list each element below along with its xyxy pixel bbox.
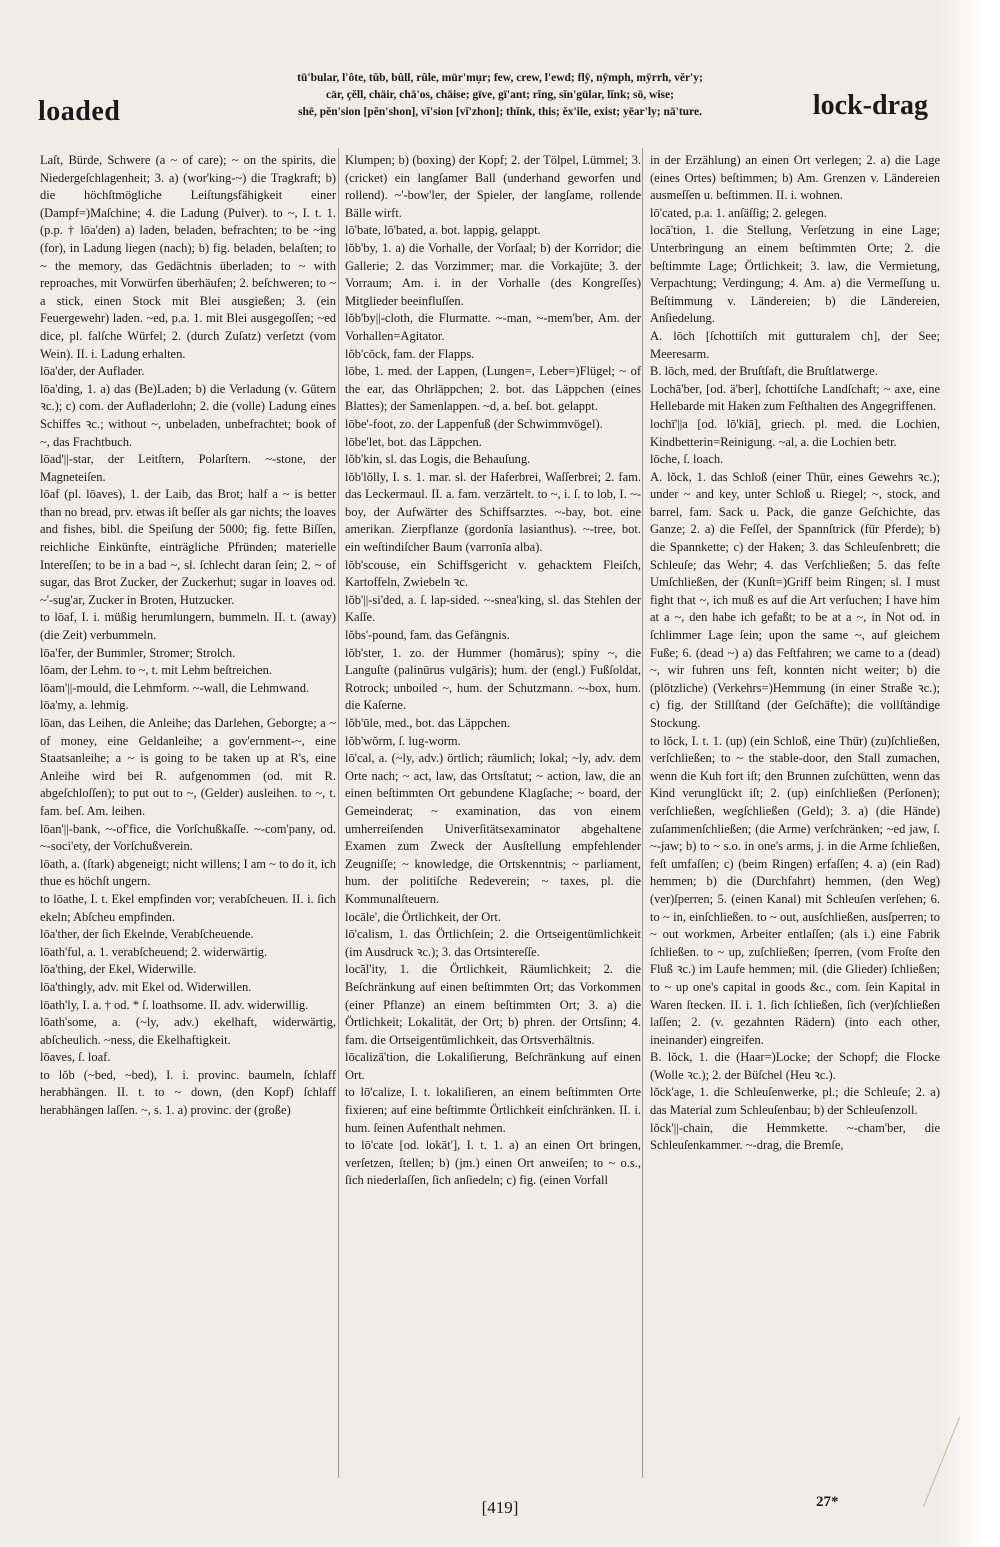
dictionary-entry: lōa'my, a. lehmig. [40,698,129,713]
dictionary-entry: lŏb'cŏck, fam. der Flapps. [345,346,475,361]
dictionary-entry: lōa'ther, der ſich Ekelnde, Verabſcheuende. [40,927,254,942]
dictionary-entry: lōad'||-star, der Leitſtern, Polarſtern. ~-stone, der Magneteiſen. [40,452,336,484]
dictionary-entry: lōath, a. (ſtark) abgeneigt; nicht willens; I am ~ to do it, ich thue es höchſt ungern. [40,856,336,889]
dictionary-entry: lōan, das Leihen, die Anleihe; das Darlehen, Geborgte; a ~ of money, eine Geldanleihe; a gov'ernment-~, eine Staatsanleihe; a ~ is going to be taken up at R's, eine Anleihe wird bei R. aufgenommen (od. mit R. abgeſchloſſen); to put out to ~, (Gelder) ausleihen. to ~, t. fam. beſ. Am. leihen. [40,716,336,818]
dictionary-entry: lōa'ding, 1. a) das (Be)Laden; b) die Verladung (v. Gütern ꝛc.); c) com. der Aufladerlohn; 2. die (volle) Ladung eines Schiffes ꝛc.; without ~, unbeladen, unbefrachtet; book of ~, das Frachtbuch. [40,381,336,449]
dictionary-entry: B. lōch, med. der Bruſtſaft, die Bruſtlatwerge. [650,364,878,379]
dictionary-entry: lōa'thing, der Ekel, Widerwille. [40,962,197,977]
column-left [40,152,336,1120]
dictionary-entry: Klumpen; b) (boxing) der Kopf; 2. der Tölpel, Lümmel; 3. (cricket) ein langſamer Ball (underhand geworfen und rollend). ~'-bow'ler, der Spieler, der langſame, rollende Bälle wirft. [345,153,641,220]
dictionary-entry: lō'calism, 1. das Örtlichſein; 2. die Ortseigentümlichkeit (im Ausdruck ꝛc.); 3. das Ortsintereſſe. [345,927,641,959]
dictionary-entry: lōam, der Lehm. to ~, t. mit Lehm beſtreichen. [40,663,273,678]
dictionary-entry: lōath'some, a. (~ly, adv.) ekelhaft, widerwärtig, abſcheulich. ~ness, die Ekelhaftigkeit. [40,1015,336,1047]
dictionary-entry: Lochā'ber, [od. ä'ber], ſchottiſche Landſchaft; ~ axe, eine Hellebarde mit Haken zum Feſthalten des Angegriffenen. [650,381,940,414]
dictionary-entry: lōbe'let, bot. das Läppchen. [345,434,482,449]
page-number: [419] [481,1498,519,1517]
dictionary-entry: lōaf (pl. lōaves), 1. der Laib, das Brot; half a ~ is better than no bread, prv. etwas iſt beſſer als gar nichts; the loaves and fishes, bibl. die Speiſung der 5000; fig. fette Biſſen, reichliche Einkünfte, einträgliche Pfründen; materielle Intereſſen; to be in a bad ~, sl. ſchlecht daran ſein; 2. ~ of sugar, das Brot Zucker, der Zuckerhut; sugar in loaves od. ~'-sug'ar, Zucker in Broten, Hutzucker. [40,487,336,607]
dictionary-entry: lŏb'lŏlly, I. s. 1. mar. sl. der Haferbrei, Waſſerbrei; 2. fam. das Leckermaul. II. a. fam. verzärtelt. to ~, i. ſ. to lob, I. ~-boy, der Aufwärter des Schiffsarztes. ~-bay, bot. eine amerikan. Zierpflanze (gordonĭa lasianthus). ~-tree, bot. ein weſtindiſcher Baum (varronĭa alba). [345,469,641,555]
dictionary-entry: to lōaf, I. i. müßig herumlungern, bummeln. II. t. (away) (die Zeit) verbummeln. [40,610,336,643]
dictionary-entry: lŏb'scouse, ein Schiffsgericht v. gehacktem Fleiſch, Kartoffeln, Zwiebeln ꝛc. [345,557,641,590]
dictionary-entry: lŏb'ūle, med., bot. das Läppchen. [345,716,511,730]
dictionary-entry: locā'tion, 1. die Stellung, Verſetzung in eine Lage; Unterbringung an einem beſtimmten Orte; 2. die beſtimmte Lage; Örtlichkeit; 3. law, die Vermietung, Verpachtung; Verdingung; 4. Am. a) die Vermeſſung u. Beſtimmung v. Ländereien; b) die Ländereien, Anſiedelung. [650,223,940,326]
dictionary-entry: lōaves, ſ. loaf. [40,1050,111,1065]
column-divider [338,148,339,1478]
column-divider [642,148,643,1478]
dictionary-entry: to lō'calize, I. t. lokaliſieren, an einem beſtimmten Orte fixieren; auf eine beſtimmte Örtlichkeit einſchränken. II. i. hum. ſeinen Aufenthalt nehmen. [345,1085,641,1135]
signature-mark: 27* [816,1494,839,1510]
dictionary-entry: lō'bate, lō'bated, a. bot. lappig, gelappt. [345,223,541,238]
dictionary-entry: lōa'thingly, adv. mit Ekel od. Widerwillen. [40,979,252,994]
dictionary-entry: lōa'fer, der Bummler, Stromer; Strolch. [40,645,236,660]
dictionary-entry: lōan'||-bank, ~-of'fice, die Vorſchußkaſſe. ~-com'pany, od. ~-soci'ety, der Vorſchußverein. [40,821,336,854]
guide-word-right: lock-drag [812,90,928,121]
dictionary-entry: lŏb'wŏrm, ſ. lug-worm. [345,733,461,748]
dictionary-entry: in der Erzählung) an einen Ort verlegen; 2. a) die Lage (eines Ortes) beſtimmen; b) Am. Grenzen v. Ländereien ausmeſſen u. beſtimmen. II. i. wohnen. [650,153,940,203]
dictionary-entry: lō'cal, a. (~ly, adv.) örtlich; räumlich; lokal; ~ly, adv. dem Orte nach; ~ act, law, das Ortsſtatut; ~ action, law, die an einen beſtimmten Ort gebundene Klagſache; ~ board, der Gemeinderat; ~ examination, das von einem umherreiſenden Univerſitätsexaminator abgehaltene Examen zum Zweck der Ausſtellung empfehlender Zeugniſſe; ~ knowledge, die Ortskenntnis; ~ parliament, hum. der politiſche Redeverein; ~ taxes, pl. die Kommunalſteuern. [345,751,641,906]
pronunciation-key-line-3: shē, pĕn'sion [pĕn'shon], vĭ'sion [vĭ'zhon]; thĭnk, this; ĕx'ile, exist; yēar'ly; nā'ture. [298,106,702,118]
dictionary-entry: to lŏb (~bed, ~bed), I. i. provinc. baumeln, ſchlaff herabhängen. II. t. to ~ down, (den Kopf) ſchlaff herabhängen laſſen. ~, s. 1. a) provinc. der (große) [40,1067,336,1118]
dictionary-entry: lōcalizā'tion, die Lokaliſierung, Beſchränkung auf einen Ort. [345,1050,641,1082]
dictionary-entry: lŏb'by, 1. a) die Vorhalle, der Vorſaal; b) der Korridor; die Gallerie; 2. das Vorzimmer; mar. die Vorkajüte; 3. der Vorraum; Am. i. in der Vorhalle (des Kongreſſes) Mitglieder beeinfluſſen. [345,240,641,308]
dictionary-entry: lŏb'ster, 1. zo. der Hummer (homărus); spiny ~, die Languſte (palinūrus vulgāris); hum. der (engl.) Fußſoldat, Rotrock; unboiled ~, hum. der Schutzmann. ~-box, hum. die Kaſerne. [345,645,641,713]
dictionary-entry: locăl'ity, 1. die Örtlichkeit, Räumlichkeit; 2. die Beſchränkung auf einen beſtimmten Ort; das Vorkommen (einer Pflanze) an einem beſtimmten Ort; 3. a) die Örtlichkeit; Lokalität, der Ort; b) phren. der Ortsſinn; 4. fam. die Ortseigentümlichkeit, das Ortsverhältnis. [345,962,641,1047]
dictionary-entry: lŏck'age, 1. die Schleuſenwerke, pl.; die Schleuſe; 2. a) das Material zum Schleuſenbau; b) der Schleuſenzoll. [650,1085,940,1118]
dictionary-entry: lōbe'-foot, zo. der Lappenfuß (der Schwimmvögel). [345,416,603,431]
dictionary-entry: lŏb'||-si'ded, a. ſ. lap-sided. ~-snea'king, sl. das Stehlen der Kaſſe. [345,592,641,625]
dictionary-entry: lŏb'kin, sl. das Logis, die Behauſung. [345,452,531,467]
dictionary-entry: A. lŏck, 1. das Schloß (einer Thür, eines Gewehrs ꝛc.); under ~ and key, unter Schloß u. Riegel; ~, stock, and barrel, fam. Sack u. Pack, die ganze Geſchichte, das Ganze; 2. a) die Feſſel, der Spannſtrick (für Pferde); b) die Spannkette; c) der Haken; 3. das Schleuſenbrett; die Schleuſe; das Wehr; 4. das Verſchließen; 5. das feſte Umſchließen, der (Kunſt=)Griff beim Ringen; sl. I must fight that ~, ich muß es auf die Art verſuchen; I have him at a ~, den habe ich gefaßt; to be at a ~, in Not od. in ſchlimmer Lage ſein; upon the same ~, auf gleichem Fuße; 6. (dead ~) a) das Feſtfahren; we came to a (dead) ~, wir fuhren uns feſt, konnten nicht weiter; b) die (plötzliche) (Verkehrs=)Hemmung (in einer Straße ꝛc.); c) fig. der Stillſtand (der Geſchäfte); die vollſtändige Stockung. [650,469,940,730]
dictionary-entry: lōath'ful, a. 1. verabſcheuend; 2. widerwärtig. [40,944,268,959]
dictionary-entry: lō'cated, p.a. 1. anſäſſig; 2. gelegen. [650,205,827,220]
dictionary-entry: A. lōch [ſchottiſch mit gutturalem ch], der See; Meeresarm. [650,328,940,361]
dictionary-entry: lŏck'||-chain, die Hemmkette. ~-cham'ber, die Schleuſenkammer. ~-drag, die Bremſe, [650,1120,940,1153]
dictionary-entry: lōath'ly, I. a. † od. * ſ. loathsome. II. adv. widerwillig. [40,997,309,1012]
column-right [650,152,940,1155]
pronunciation-key [205,70,795,121]
dictionary-entry: lochī'||a [od. lō'kiā], griech. pl. med. die Lochien, Kindbetterin=Reinigung. ~al, a. die Lochien betr. [650,416,940,449]
guide-word-left: loaded [38,96,121,127]
dictionary-entry: lōam'||-mould, die Lehmform. ~-wall, die Lehmwand. [40,680,310,695]
pronunciation-key-line-1: tū'bular, l'ôte, tŭb, bûll, rûle, mür'mụr; few, crew, l'ewd; flȳ, nȳmph, mȳrrh, vĕr'y; [297,72,703,84]
pronunciation-key-line-2: cär, çĕll, chäir, chā'os, chāise; gïve, gï'ant; rĭng, sĭn'gülar, lĭnk; sō, wise; [326,89,674,101]
dictionary-entry: B. lŏck, 1. die (Haar=)Locke; der Schopf; die Flocke (Wolle ꝛc.); 2. der Büſchel (Heu ꝛc.). [650,1050,940,1082]
dictionary-entry: locāle', die Örtlichkeit, der Ort. [345,909,502,924]
dictionary-entry: to lōathe, I. t. Ekel empfinden vor; verabſcheuen. II. i. ſich ekeln; Abſcheu empfinden. [40,891,336,924]
dictionary-entry: Laſt, Bürde, Schwere (a ~ of care); ~ on the spirits, die Niedergeſchlagenheit; 3. a) (wor'king-~) die Tragkraft; b) die höchſtmögliche Leiſtungsfähigkeit einer (Dampf=)Maſchine; 4. die Ladung (Pulver). to ~, I. t. 1. (p.p. † lōa'den) a) laden, beladen, befrachten; to be ~ing (for), in Ladung liegen (nach); b) fig. beladen, belaſten; to ~ the memory, das Gedächtnis überladen; to ~ with reproaches, mit Vorwürfen überhäufen; 2. beſchweren; to ~ a stick, einen Stock mit Blei ausgießen; 3. (ein Feuergewehr) laden. ~ed, p.a. 1. mit Blei ausgegoſſen; ~ed dice, pl. falſche Würfel; 2. (durch Zuſatz) verſetzt (vom Wein). II. i. Ladung erhalten. [40,153,336,361]
dictionary-entry: to lŏck, I. t. 1. (up) (ein Schloß, eine Thür) (zu)ſchließen, verſchließen; to ~ the stable-door, den Stall zumachen, wenn die Kuh fort iſt; den Brunnen zuſchütten, wenn das Kind verunglückt iſt; 2. (up) einſchließen (Perſonen); verſchließen, wegſchließen (Geld); 3. a) (die Hände) zuſammenſchließen; (die Arme) verſchränken; ~ed jaw, ſ. ~-jaw; b) to ~ s.o. in one's arms, j. in die Arme ſchließen, feſt umfaſſen; c) (beim Ringen) erfaſſen; 4. a) (ein Rad) hemmen; b) die (Durchfahrt) hemmen, (den Weg) (ver)ſperren; 5. (einen Kanal) mit Schleuſen verſehen; 6. to ~ in, einſchließen. to ~ out, ausſchließen, ausſperren; to ~ out workmen, Arbeiter entlaſſen; (als i.) eine Fabrik ſchließen. to ~ up, zuſchließen; ſperren, (vom Froſte den Fluß ꝛc.) im Laufe hemmen; mil. (die Glieder) ſchließen; to ~ up one's capital in goods &c., com. ſein Kapital in Waren ſtecken. II. i. 1. ſich ſchließen, ſich (ver)ſchließen laſſen; 2. (v. gezahnten Rädern) (into each other, ineinander) eingreifen. [650,733,940,1047]
dictionary-entry: lŏb'by||-cloth, die Flurmatte. ~-man, ~-mem'ber, Am. der Vorhallen=Agitator. [345,311,641,343]
dictionary-entry: to lō'cate [od. lokāt'], I. t. 1. a) an einen Ort bringen, verſetzen, ſtellen; b) (jm.) einen Ort anweiſen; to ~ o.s., ſich niederlaſſen, ſich anſiedeln; c) fig. (einen Vorfall [345,1138,641,1188]
dictionary-entry: lōche, ſ. loach. [650,452,724,467]
column-middle [345,152,641,1190]
dictionary-entry: lōa'der, der Auflader. [40,364,145,379]
dictionary-entry: lŏbs'-pound, fam. das Gefängnis. [345,628,510,643]
dictionary-entry: lōbe, 1. med. der Lappen, (Lungen=, Leber=)Flügel; ~ of the ear, das Ohrläppchen; 2. bot. das Läppchen (eines Blattes); der Samenlappen. ~d, a. beſ. bot. gelappt. [345,364,641,414]
page-margin [940,0,1000,1547]
